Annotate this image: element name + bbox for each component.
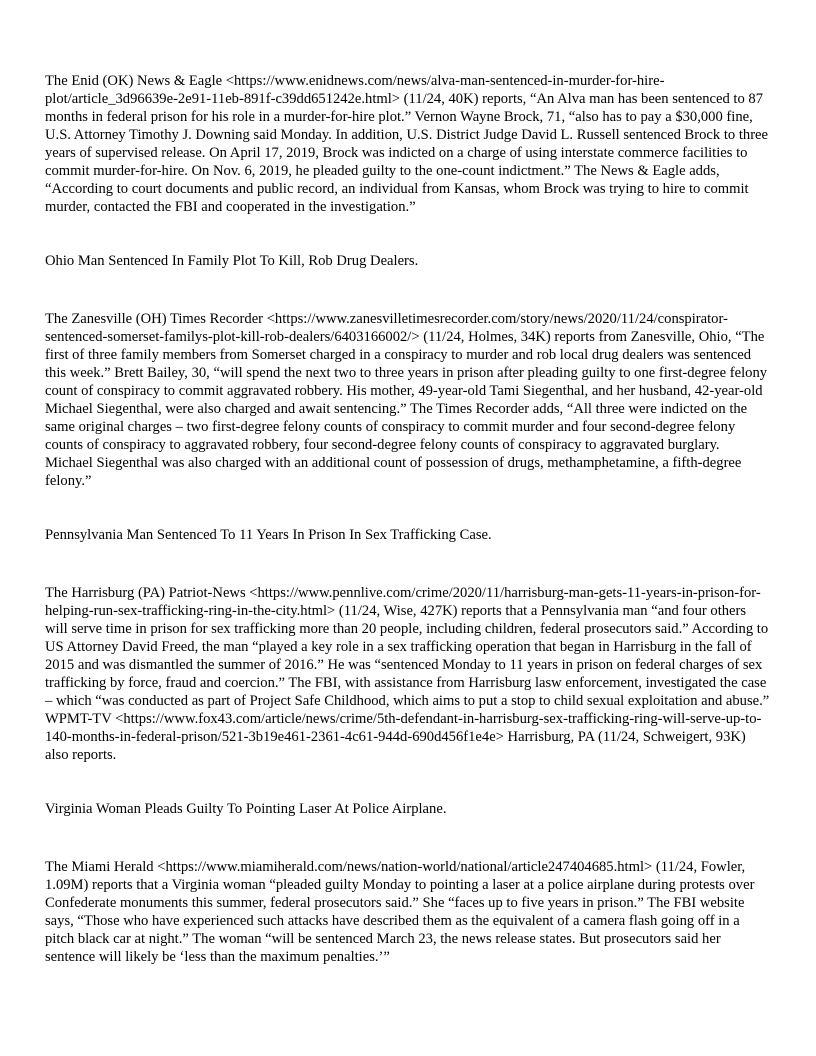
article-body-zanesville: The Zanesville (OH) Times Recorder <https://www.zanesvilletimesrecorder.com/story/news/2020/11/24/conspirator-sentenced-somerset-familys-plot-kill-rob-dealers/6403166002/> (11/24, Holmes, 34K) reports from Zanesville, Ohio, “The first of three family members from Somerset charged in a conspiracy to murder and rob local drug dealers was sentenced this week.” Brett Bailey, 30, “will spend the next two to three years in prison after pleading guilty to one first-degree felony count of conspiracy to commit aggravated robbery. His mother, 49-year-old Tami Siegenthal, and her husband, 42-year-old Michael Siegenthal, were also charged and await sentencing.” The Times Recorder adds, “All three were indicted on the same original charges – two first-degree felony counts of conspiracy to commit murder and four second-degree felony counts of conspiracy to aggravated robbery, four second-degree felony counts of conspiracy to aggravated burglary. Michael Siegenthal was also charged with an additional count of possession of drugs, methamphetamine, a fifth-degree felony.” bbox=[45, 311, 768, 489]
document-page bbox=[45, 72, 771, 966]
article-body-miami: The Miami Herald <https://www.miamiherald.com/news/nation-world/national/article247404685.html> (11/24, Fowler, 1.09M) reports that a Virginia woman “pleaded guilty Monday to pointing a laser at a police airplane during protests over Confederate monuments this summer, federal prosecutors said.” She “faces up to five years in prison.” The FBI website says, “Those who have experienced such attacks have described them as the equivalent of a camera flash going off in a pitch black car at night.” The woman “will be sentenced March 23, the news release states. But prosecutors said her sentence will likely be ‘less than the maximum penalties.’” bbox=[45, 859, 755, 965]
spacer bbox=[45, 818, 771, 858]
article-body-enid: The Enid (OK) News & Eagle <https://www.enidnews.com/news/alva-man-sentenced-in-murder-for-hire-plot/article_3d96639e-2e91-11eb-891f-c39dd651242e.html> (11/24, 40K) reports, “An Alva man has been sentenced to 87 months in federal prison for his role in a murder-for-hire plot.” Vernon Wayne Brock, 71, “also has to pay a $30,000 fine, U.S. Attorney Timothy J. Downing said Monday. In addition, U.S. District Judge David L. Russell sentenced Brock to three years of supervised release. On April 17, 2019, Brock was indicted on a charge of using interstate commerce facilities to commit murder-for-hire. On Nov. 6, 2019, he pleaded guilty to the one-count indictment.” The News & Eagle adds, “According to court documents and public record, an individual from Kansas, whom Brock was trying to hire to commit murder, contacted the FBI and cooperated in the investigation.” bbox=[45, 73, 769, 215]
headline-ohio: Ohio Man Sentenced In Family Plot To Kill, Rob Drug Dealers. bbox=[45, 253, 419, 269]
spacer bbox=[45, 270, 771, 310]
spacer bbox=[45, 216, 771, 252]
headline-pennsylvania: Pennsylvania Man Sentenced To 11 Years In Prison In Sex Trafficking Case. bbox=[45, 527, 492, 543]
spacer bbox=[45, 490, 771, 526]
article-body-harrisburg: The Harrisburg (PA) Patriot-News <https://www.pennlive.com/crime/2020/11/harrisburg-man-gets-11-years-in-prison-for-helping-run-sex-trafficking-ring-in-the-city.html> (11/24, Wise, 427K) reports that a Pennsylvania man “and four others will serve time in prison for sex trafficking more than 20 people, including children, federal prosecutors said.” According to US Attorney David Freed, the man “played a key role in a sex trafficking operation that began in Harrisburg in the fall of 2015 and was dismantled the summer of 2016.” He was “sentenced Monday to 11 years in prison on federal charges of sex trafficking by force, fraud and coercion.” The FBI, with assistance from Harrisburg lasw enforcement, investigated the case – which “was conducted as part of Project Safe Childhood, which aims to put a stop to child sexual exploitation and abuse.” WPMT-TV <https://www.fox43.com/article/news/crime/5th-defendant-in-harrisburg-sex-trafficking-ring-will-serve-up-to-140-months-in-federal-prison/521-3b19e461-2361-4c61-944d-690d456f1e4e> Harrisburg, PA (11/24, Schweigert, 93K) also reports. bbox=[45, 585, 770, 763]
spacer bbox=[45, 544, 771, 584]
spacer bbox=[45, 764, 771, 800]
headline-virginia: Virginia Woman Pleads Guilty To Pointing Laser At Police Airplane. bbox=[45, 801, 447, 817]
